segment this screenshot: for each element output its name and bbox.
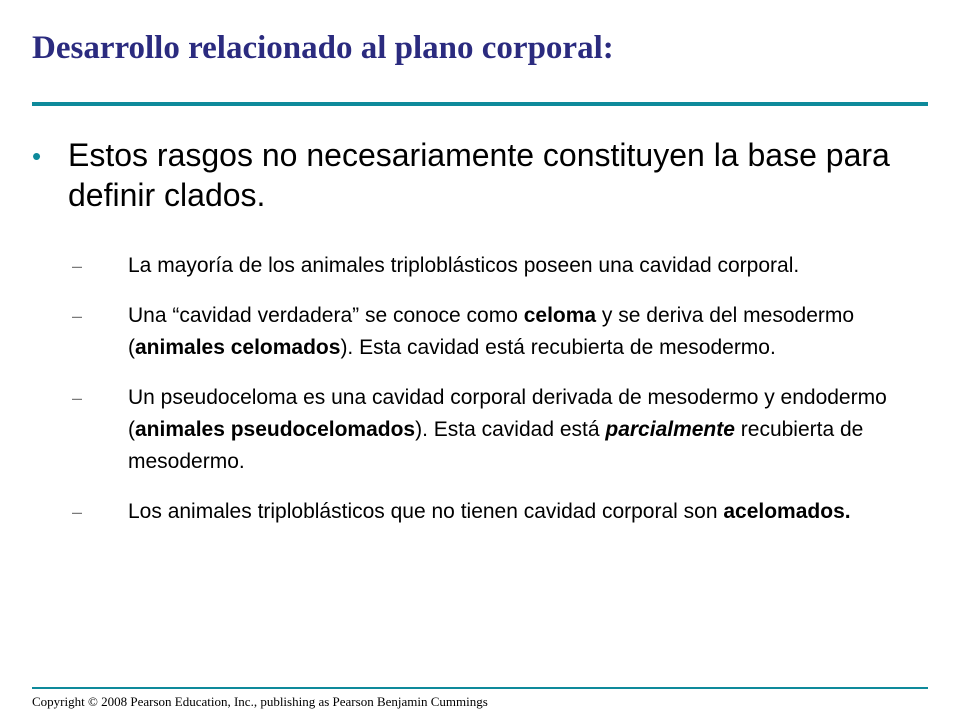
sub-bullet-acelomados [72, 496, 912, 528]
sub-bullet-text: recubierta de mesodermo. [128, 418, 864, 473]
sub-bullet-text: Una “cavidad verdadera” se conoce como [128, 304, 524, 327]
term-acelomados: acelomados. [723, 500, 851, 523]
dash-icon: – [72, 502, 83, 522]
sub-bullet-celoma [72, 300, 912, 364]
dash-icon: – [72, 256, 83, 276]
term-celoma: celoma [523, 304, 597, 327]
title-divider [32, 102, 928, 106]
main-bullet [32, 135, 912, 215]
term-parcialmente: parcialmente [605, 418, 735, 441]
dash-icon: – [72, 306, 83, 326]
sub-bullet-text: ). Esta cavidad está recubierta de mesodermo. [340, 336, 776, 359]
sub-bullet-triploblastic [72, 250, 912, 282]
term-animales-celomados: animales celomados [135, 336, 341, 359]
sub-bullet-text: ). Esta cavidad está [415, 418, 606, 441]
main-bullet-text: Estos rasgos no necesariamente constituyen la base para definir clados. [68, 137, 890, 213]
sub-bullet-text: Un pseudoceloma es una cavidad corporal derivada de mesodermo y endodermo ( [128, 386, 887, 441]
slide-title: Desarrollo relacionado al plano corporal: [32, 30, 614, 66]
dash-icon: – [72, 388, 83, 408]
sub-bullet-list [72, 250, 912, 546]
footer-divider [32, 687, 928, 689]
sub-bullet-text: Los animales triploblásticos que no tienen cavidad corporal son [128, 500, 724, 523]
copyright-footer: Copyright © 2008 Pearson Education, Inc., publishing as Pearson Benjamin Cummings [32, 694, 488, 709]
sub-bullet-text: La mayoría de los animales triploblásticos poseen una cavidad corporal. [128, 254, 800, 277]
sub-bullet-pseudoceloma [72, 382, 912, 478]
bullet-icon: • [32, 141, 42, 171]
sub-bullet-text: y se deriva del mesodermo ( [128, 304, 855, 359]
term-animales-pseudocelomados: animales pseudocelomados [135, 418, 416, 441]
